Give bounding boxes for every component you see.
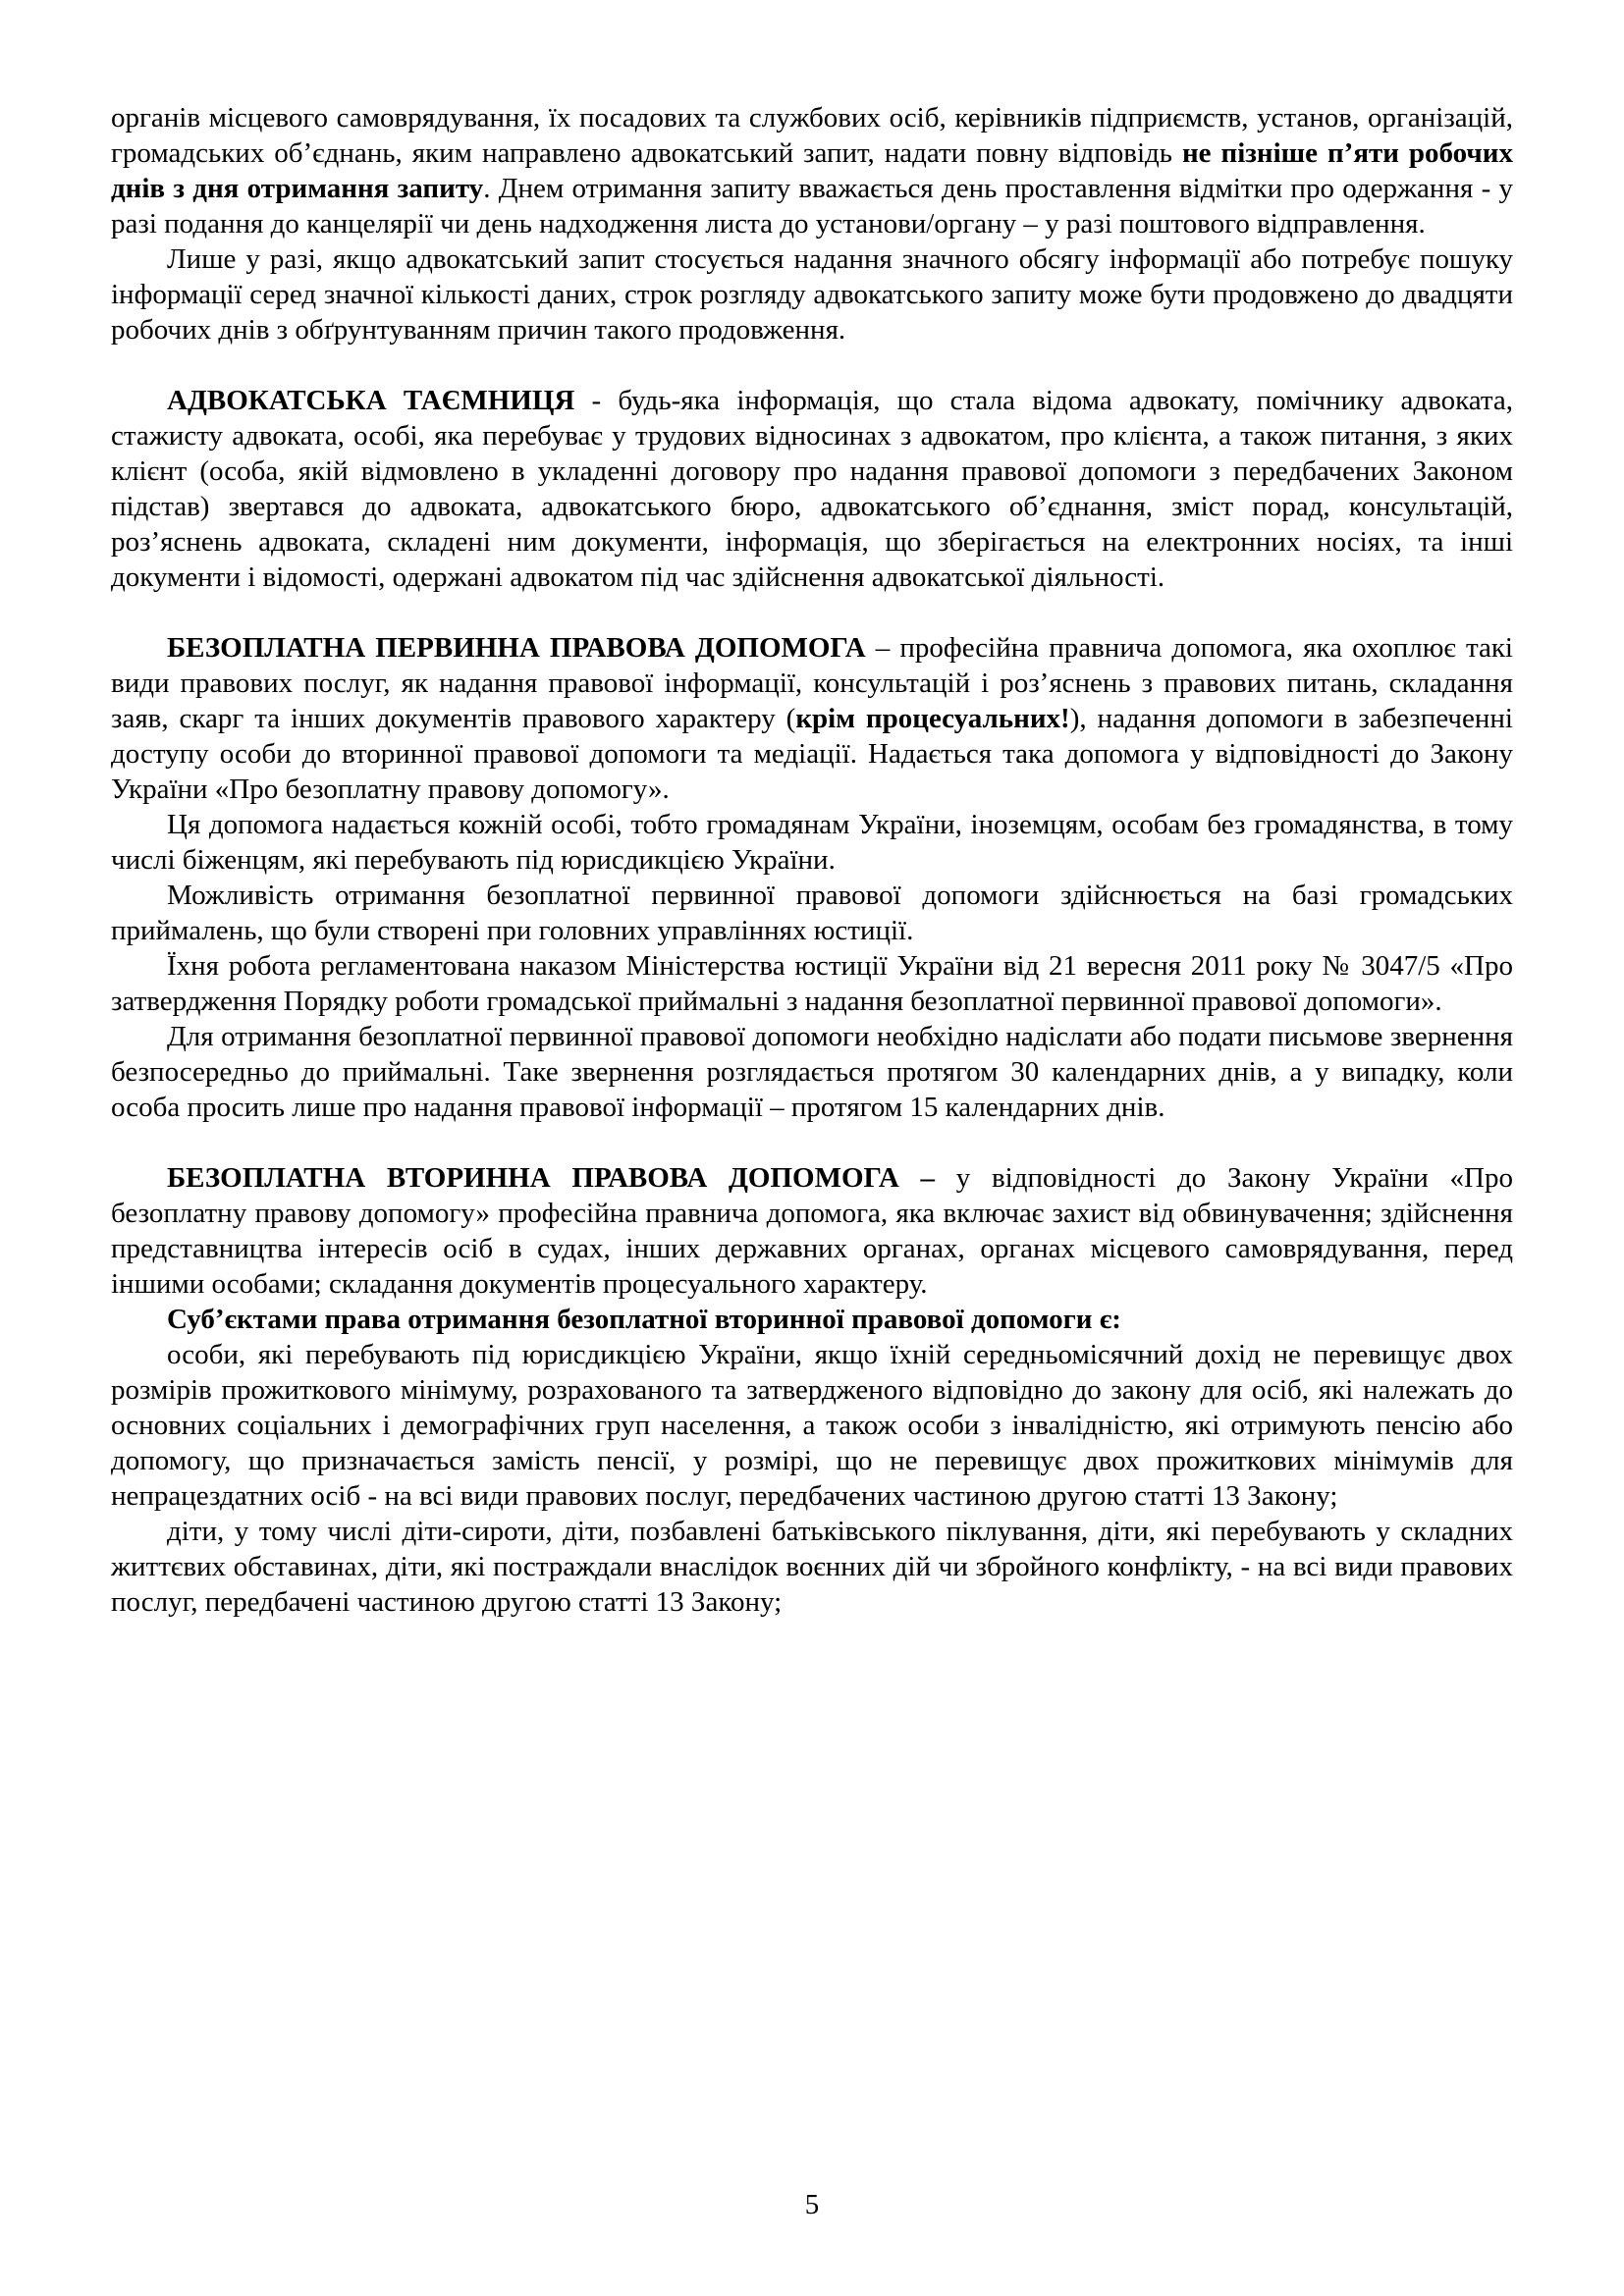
paragraph-request-extension xyxy=(111,241,1513,347)
paragraph-primary-aid-regulation xyxy=(111,948,1513,1019)
paragraph-attorney-secrecy xyxy=(111,383,1513,595)
text-run: ), надання допомоги в забезпеченні доступу особи до вторинної правової допомоги та медіації. Надається така допомога у відповідності до Закону України «Про безоплатну правову допомогу». xyxy=(111,703,1513,805)
text-run: Можливість отримання безоплатної первинної правової допомоги здійснюється на базі громадських приймалень, що були створені при головних управліннях юстиції. xyxy=(111,880,1513,946)
text-run: особи, які перебувають під юрисдикцією України, якщо їхній середньомісячний дохід не перевищує двох розмірів прожиткового мінімуму, розрахованого та затвердженого відповідно до закону для осіб, які належать до основних соціальних і демографічних груп населення, а також особи з інвалідністю, які отримують пенсію або допомогу, що призначається замість пенсії, у розмірі, що не перевищує двох прожиткових мінімумів для непрацездатних осіб - на всі види правових послуг, передбачених частиною другою статті 13 Закону; xyxy=(111,1339,1513,1512)
paragraph-secondary-aid-children xyxy=(111,1514,1513,1620)
paragraph-free-primary-legal-aid xyxy=(111,630,1513,807)
paragraph-request-response-deadline xyxy=(111,100,1513,241)
text-run: – професійна правнича допомога, яка охоплює такі види правових послуг, як надання правової інформації, консультацій і роз’яснень з правових питань, складання заяв, скарг та інших документів правового характеру ( xyxy=(111,632,1513,734)
text-run: у відповідності до Закону України «Про безоплатну правову допомогу» професійна правнича допомога, яка включає захист від обвинувачення; здійснення представництва інтересів осіб в судах, інших державних органах, органах місцевого самоврядування, перед іншими особами; складання документів процесуального характеру. xyxy=(111,1162,1513,1300)
paragraph-primary-aid-recipients xyxy=(111,807,1513,878)
emphasis-except-procedural: крім процесуальних! xyxy=(795,703,1070,734)
paragraph-secondary-aid-subjects-heading xyxy=(111,1302,1513,1337)
term-free-secondary-legal-aid: БЕЗОПЛАТНА ВТОРИННА ПРАВОВА ДОПОМОГА – xyxy=(167,1162,956,1194)
document-body xyxy=(111,100,1513,1620)
bold-deadline-phrase: не пізніше п’яти робочих днів з дня отримання запиту xyxy=(111,137,1513,204)
text-run: . Днем отримання запиту вважається день проставлення відмітки про одержання - у разі подання до канцелярії чи день надходження листа до установи/органу – у разі поштового відправлення. xyxy=(111,173,1513,240)
text-run: - будь-яка інформація, що стала відома адвокату, помічнику адвоката, стажисту адвоката, особі, яка перебуває у трудових відносинах з адвокатом, про клієнта, а також питання, з яких клієнт (особа, якій відмовлено в укладенні договору про надання правової допомоги з передбачених Законом підстав) звертався до адвоката, адвокатського бюро, адвокатського об’єднання, зміст порад, консультацій, роз’яснень адвоката, складені ним документи, інформація, що зберігається на електронних носіях, та інші документи і відомості, одержані адвокатом під час здійснення адвокатської діяльності. xyxy=(111,385,1513,593)
term-attorney-secrecy: АДВОКАТСЬКА ТАЄМНИЦЯ xyxy=(167,385,575,416)
text-run: діти, у тому числі діти-сироти, діти, позбавлені батьківського піклування, діти, які перебувають у складних життєвих обставинах, діти, які постраждали внаслідок воєнних дій чи збройного конфлікту, - на всі види правових послуг, передбачені частиною другою статті 13 Закону; xyxy=(111,1516,1513,1618)
heading-secondary-aid-subjects: Суб’єктами права отримання безоплатної вторинної правової допомоги є: xyxy=(167,1304,1121,1335)
paragraph-free-secondary-legal-aid xyxy=(111,1160,1513,1302)
text-run: Лише у разі, якщо адвокатський запит стосується надання значного обсягу інформації або потребує пошуку інформації серед значної кількості даних, строк розгляду адвокатського запиту може бути продовжено до двадцяти робочих днів з обґрунтуванням причин такого продовження. xyxy=(111,243,1513,346)
paragraph-primary-aid-procedure xyxy=(111,1019,1513,1125)
paragraph-primary-aid-availability xyxy=(111,878,1513,948)
text-run: Для отримання безоплатної первинної правової допомоги необхідно надіслати або подати письмове звернення безпосередньо до приймальні. Таке звернення розглядається протягом 30 календарних днів, а у випадку, коли особа просить лише про надання правової інформації – протягом 15 календарних днів. xyxy=(111,1021,1513,1123)
text-run: Їхня робота регламентована наказом Міністерства юстиції України від 21 вересня 2011 року № 3047/5 «Про затвердження Порядку роботи громадської приймальні з надання безоплатної первинної правової допомоги». xyxy=(111,950,1513,1017)
term-free-primary-legal-aid: БЕЗОПЛАТНА ПЕРВИННА ПРАВОВА ДОПОМОГА xyxy=(167,632,866,664)
text-run: Ця допомога надається кожній особі, тобто громадянам України, іноземцям, особам без громадянства, в тому числі біженцям, які перебувають під юрисдикцією України. xyxy=(111,809,1513,876)
page-footer xyxy=(0,2187,1624,2222)
page-number: 5 xyxy=(804,2189,820,2220)
text-run: органів місцевого самоврядування, їх посадових та службових осіб, керівників підприємств, установ, організацій, громадських об’єднань, яким направлено адвокатський запит, надати повну відповідь xyxy=(111,102,1513,169)
paragraph-secondary-aid-low-income-persons xyxy=(111,1337,1513,1514)
